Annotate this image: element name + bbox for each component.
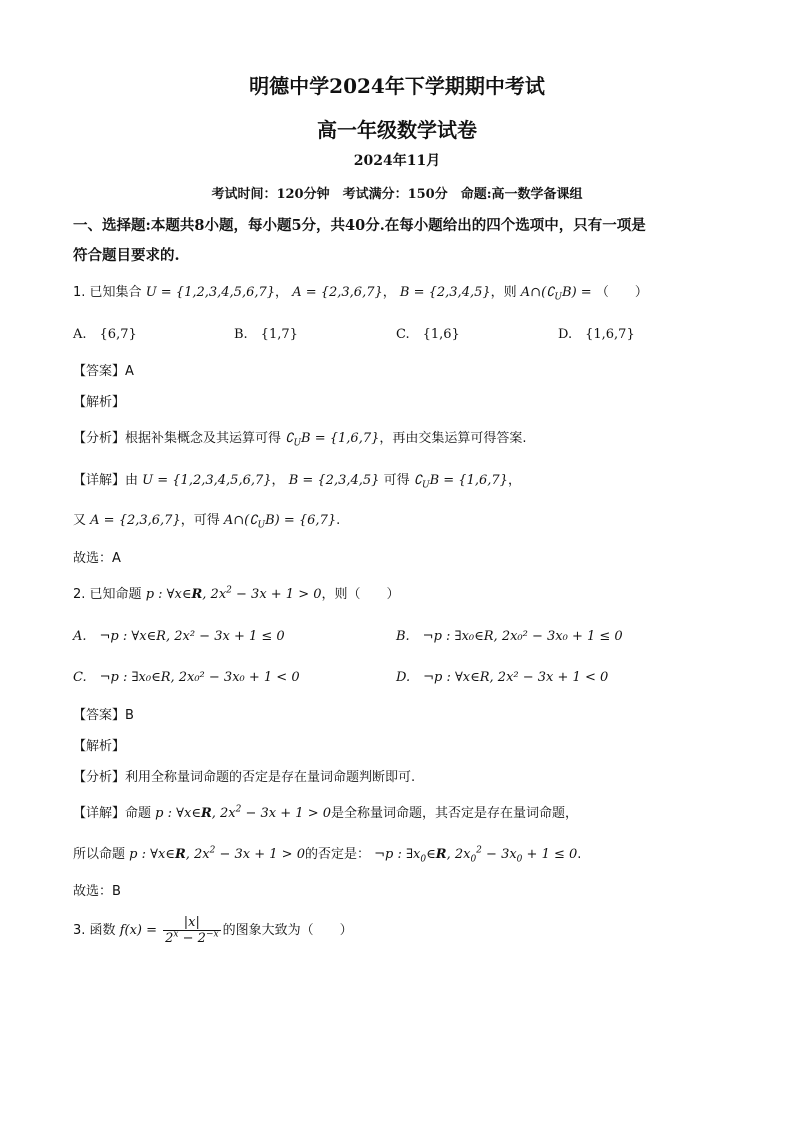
q1-option-c: C. {1,6}	[396, 327, 460, 342]
q2-jiexi: 【解析】	[73, 739, 126, 754]
q2-option-b: B. ¬p : ∃x₀∈R, 2x₀² − 3x₀ + 1 ≤ 0	[396, 629, 623, 644]
q2-option-a: A. ¬p : ∀x∈R, 2x² − 3x + 1 ≤ 0	[73, 629, 285, 644]
question-2-stem: 2. 已知命题 p : ∀x∈R, $2x^2 - 3x + 1 > 0$，则（ ）	[73, 585, 400, 602]
exam-subtitle: 高一年级数学试卷	[317, 118, 477, 142]
section-heading-line1: 一、选择题:本题共8小题，每小题5分，共40分.在每小题给出的四个选项中，只有一项是	[73, 217, 646, 234]
exam-info: 考试时间：120分钟 考试满分：150分 命题:高一数学备课组	[211, 187, 583, 202]
q1-answer: 【答案】A	[73, 364, 134, 379]
q1-option-b: B. {1,7}	[234, 327, 298, 342]
exam-title: 明德中学2024年下学期期中考试	[249, 74, 545, 98]
question-3-stem: 3. 函数 f(x) = $\frac{|x|}{2^x - 2^{-x}}$ 的图象大致为（ ）	[73, 915, 353, 946]
exam-date: 2024年11月	[353, 153, 441, 169]
q1-option-a: A. {6,7}	[73, 327, 137, 342]
q2-detail: 【详解】命题 p : ∀x∈R, $2x^2 - 3x + 1 > 0$是全称量词命题，其否定是存在量词命题，	[73, 804, 579, 821]
q2-detail-2: 所以命题 p : ∀x∈R, $2x^2 - 3x + 1 > 0$的否定是： ¬p : $\exists x_0\in R$, $2x_0^2 - 3x_0 + 1 \le 0$.	[73, 845, 582, 865]
q1-analysis: 【分析】根据补集概念及其运算可得 $∁_UB = \{1,6,7\}$，再由交集运算可得答案.	[73, 431, 527, 449]
q2-choose: 故选：B	[73, 884, 121, 899]
question-1-stem: 1. 已知集合 U = {1,2,3,4,5,6,7}， A = {2,3,6,7}， B = {2,3,4,5}，则 $A\cap(∁_UB)$ = （ ）	[73, 285, 648, 303]
q2-option-d: D. ¬p : ∀x∈R, 2x² − 3x + 1 < 0	[396, 670, 609, 685]
q2-option-c: C. ¬p : ∃x₀∈R, 2x₀² − 3x₀ + 1 < 0	[73, 670, 300, 685]
q2-analysis: 【分析】利用全称量词命题的否定是存在量词命题判断即可.	[73, 770, 416, 785]
q1-choose: 故选：A	[73, 551, 121, 566]
q1-option-d: D. {1,6,7}	[558, 327, 635, 342]
q3-fraction: $\frac{|x|}{2^x - 2^{-x}}$	[165, 915, 219, 946]
q1-jiexi: 【解析】	[73, 395, 126, 410]
q2-answer: 【答案】B	[73, 708, 134, 723]
q1-detail: 【详解】由 U = {1,2,3,4,5,6,7}， B = {2,3,4,5} 可得 $∁_UB = \{1,6,7\}$，	[73, 473, 521, 491]
section-heading-line2: 符合题目要求的.	[73, 247, 180, 264]
q1-detail-2: 又 A = {2,3,6,7}，可得 $A\cap(∁_UB) = \{6,7\}$.	[73, 513, 341, 531]
